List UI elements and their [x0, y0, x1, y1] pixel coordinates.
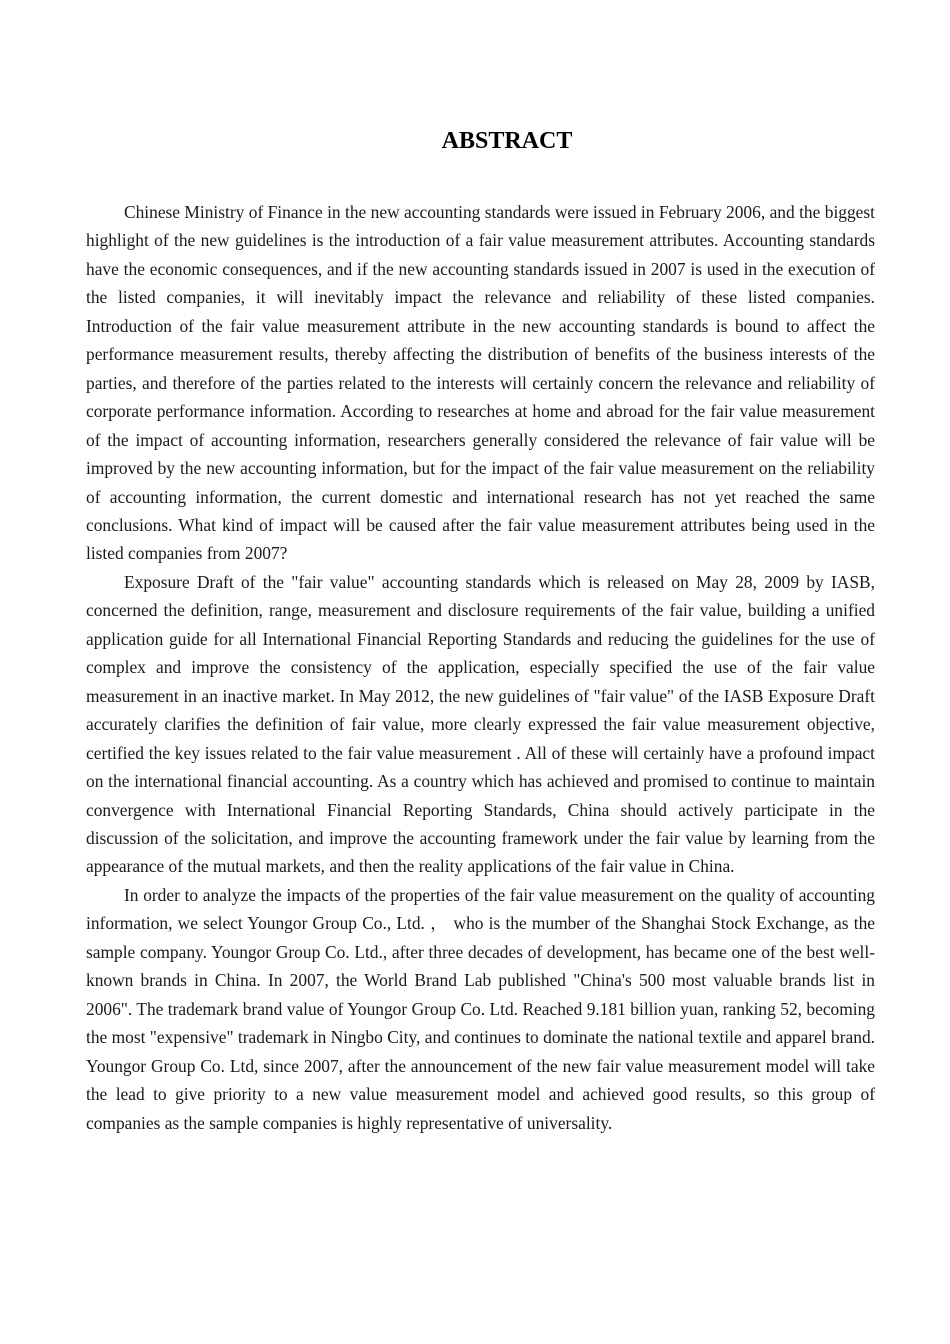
abstract-paragraph-3: In order to analyze the impacts of the properties of the fair value measurement on the quality of accounting information, we select Youngor Group Co., Ltd. ， who is the mumber of the Shanghai Stock Exchange, as the sample company. Youngor Group Co. Ltd., after three decades of development, has became one of the best well-known brands in China. In 2007, the World Brand Lab published "China's 500 most valuable brands list in 2006". The trademark brand value of Youngor Group Co. Ltd. Reached 9.181 billion yuan, ranking 52, becoming the most "expensive" trademark in Ningbo City, and continues to dominate the national textile and apparel brand. Youngor Group Co. Ltd, since 2007, after the announcement of the new fair value measurement model will take the lead to give priority to a new value measurement model and achieved good results, so this group of companies as the sample companies is highly representative of universality. [86, 884, 875, 1133]
abstract-paragraph-1: Chinese Ministry of Finance in the new accounting standards were issued in February 2006, and the biggest highlight of the new guidelines is the introduction of a fair value measurement attributes. Accounting standards have the economic consequences, and if the new accounting standards issued in 2007 is used in the execution of the listed companies, it will inevitably impact the relevance and reliability of these listed companies. Introduction of the fair value measurement attribute in the new accounting standards is bound to affect the performance measurement results, thereby affecting the distribution of benefits of the business interests of the parties, and therefore of the parties related to the interests will certainly concern the relevance and reliability of corporate performance information. According to researches at home and abroad for the fair value measurement of the impact of accounting information, researchers generally considered the relevance of fair value will be improved by the new accounting information, but for the impact of the fair value measurement on the reliability of accounting information, the current domestic and international research has not yet reached the same conclusions. What kind of impact will be caused after the fair value measurement attributes being used in the listed companies from 2007? [86, 202, 875, 564]
abstract-paragraph-2: Exposure Draft of the "fair value" accounting standards which is released on May 28, 2009 by IASB, concerned the definition, range, measurement and disclosure requirements of the fair value, building a unified application guide for all International Financial Reporting Standards and reducing the guidelines for the use of complex and improve the consistency of the application, especially specified the use of the fair value measurement in an inactive market. In May 2012, the new guidelines of "fair value" of the IASB Exposure Draft accurately clarifies the definition of fair value, more clearly expressed the fair value measurement objective, certified the key issues related to the fair value measurement . All of these will certainly have a profound impact on the international financial accounting. As a country which has achieved and promised to continue to maintain convergence with International Financial Reporting Standards, China should actively participate in the discussion of the solicitation, and improve the accounting framework under the fair value by learning from the appearance of the mutual markets, and then the reality applications of the fair value in China. [86, 571, 875, 877]
abstract-title: ABSTRACT [441, 128, 573, 154]
abstract-body [86, 198, 875, 1137]
